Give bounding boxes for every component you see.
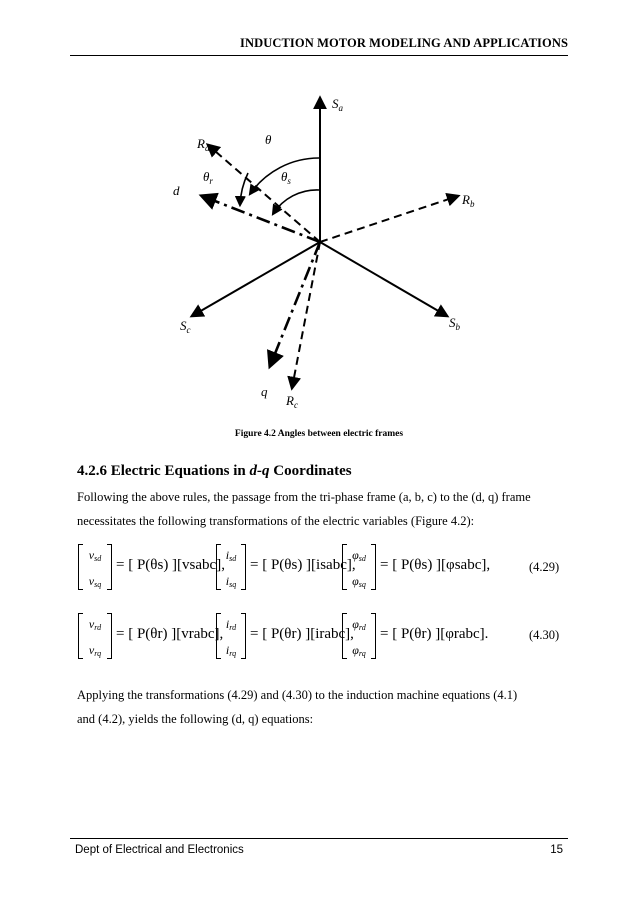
sb-axis xyxy=(320,242,447,316)
section-heading: 4.2.6 Electric Equations in d-q Coordinates xyxy=(77,463,352,479)
rhs-phi-s: = [ P(θs) ][φsabc], xyxy=(380,557,491,573)
rhs-v-s: = [ P(θs) ][vsabc], xyxy=(116,557,225,573)
theta-s-arc xyxy=(273,190,319,214)
vector-phi-s: $\varphi_{sd}$ $\varphi_{sq}$ xyxy=(342,544,376,590)
rc-axis xyxy=(292,242,320,388)
rb-label: $R_b$ xyxy=(462,192,475,209)
vector-i-r: $i_{rd}$ $i_{rq}$ xyxy=(216,613,246,659)
running-header: INDUCTION MOTOR MODELING AND APPLICATIONS xyxy=(240,36,568,50)
footer-department: Dept of Electrical and Electronics xyxy=(75,844,244,856)
rb-axis xyxy=(320,196,458,242)
vector-i-s: $i_{sd}$ $i_{sq}$ xyxy=(216,544,246,590)
ra-label: $R_a$ xyxy=(197,136,210,153)
theta-r-label: $\theta_r$ xyxy=(203,169,213,186)
rhs-i-r: = [ P(θr) ][irabc], xyxy=(250,626,354,642)
d-label: d xyxy=(173,183,180,198)
q-axis xyxy=(270,242,320,366)
sc-label: $S_c$ xyxy=(180,318,191,335)
paragraph-2-line-1: Applying the transformations (4.29) and (4.30) to the induction machine equations (4.1) xyxy=(77,688,518,702)
vector-v-r: $v_{rd}$ $v_{rq}$ xyxy=(78,613,112,659)
equation-number-4-30: (4.30) xyxy=(529,628,560,642)
equation-number-4-29: (4.29) xyxy=(529,560,560,574)
vector-v-s: $v_{sd}$ $v_{sq}$ xyxy=(78,544,112,590)
rhs-v-r: = [ P(θr) ][vrabc], xyxy=(116,626,224,642)
paragraph-1-line-1: Following the above rules, the passage from the tri-phase frame (a, b, c) to the (d, q) frame xyxy=(77,490,531,504)
paragraph-1-line-2: necessitates the following transformations of the electric variables (Figure 4.2): xyxy=(77,513,475,528)
theta-label: θ xyxy=(265,132,272,147)
page-number: 15 xyxy=(550,844,563,856)
theta-s-label: $\theta_s$ xyxy=(281,169,291,186)
rhs-i-s: = [ P(θs) ][isabc], xyxy=(250,557,356,573)
paragraph-1 xyxy=(77,486,567,533)
footer-rule xyxy=(70,838,568,839)
page-footer xyxy=(75,844,563,856)
paragraph-2 xyxy=(77,684,567,731)
d-axis xyxy=(202,196,320,242)
vector-phi-r: $\varphi_{rd}$ $\varphi_{rq}$ xyxy=(342,613,376,659)
sb-label: $S_b$ xyxy=(449,315,460,332)
q-label: q xyxy=(261,384,268,399)
sa-label: $S_a$ xyxy=(332,96,343,113)
figure-caption: Figure 4.2 Angles between electric frames xyxy=(234,429,404,439)
rhs-phi-r: = [ P(θr) ][φrabc]. xyxy=(380,626,489,642)
paragraph-2-line-2: and (4.2), yields the following (d, q) equations: xyxy=(77,711,314,726)
rc-label: $R_c$ xyxy=(286,393,298,410)
frames-diagram xyxy=(0,0,638,430)
sc-axis xyxy=(192,242,320,316)
